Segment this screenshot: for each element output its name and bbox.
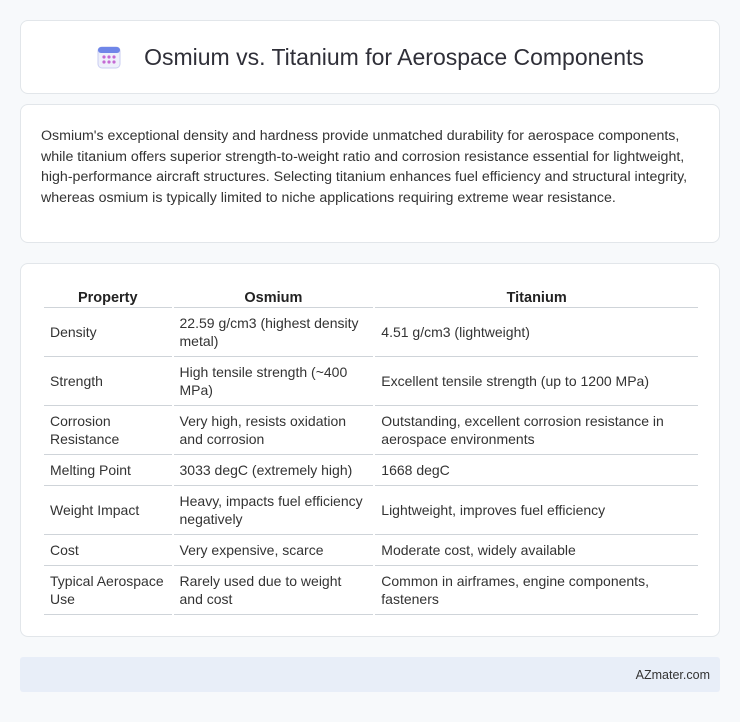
- cell-property: Corrosion Resistance: [44, 406, 172, 455]
- cell-titanium: Excellent tensile strength (up to 1200 MPa): [375, 357, 698, 406]
- cell-property: Cost: [44, 535, 172, 566]
- table-row: [44, 406, 698, 455]
- comparison-table: [42, 284, 700, 615]
- cell-osmium: Very high, resists oxidation and corrosion: [174, 406, 374, 455]
- intro-paragraph: Osmium's exceptional density and hardness provide unmatched durability for aerospace components, while titanium offers superior strength-to-weight ratio and corrosion resistance essential for lightweight, high-performance aircraft structures. Selecting titanium enhances fuel efficiency and structural integrity, whereas osmium is typically limited to niche applications requiring extreme wear resistance.: [41, 128, 688, 206]
- page-title: Osmium vs. Titanium for Aerospace Components: [144, 43, 644, 70]
- cell-osmium: Rarely used due to weight and cost: [174, 566, 374, 615]
- header-titanium: Titanium: [375, 284, 698, 308]
- cell-titanium: Outstanding, excellent corrosion resistance in aerospace environments: [375, 406, 698, 455]
- table-row: [44, 566, 698, 615]
- comparison-table-card: [20, 263, 720, 637]
- calendar-grid-icon: [96, 44, 122, 70]
- table-header-row: [44, 284, 698, 308]
- table-row: [44, 357, 698, 406]
- cell-osmium: High tensile strength (~400 MPa): [174, 357, 374, 406]
- cell-property: Strength: [44, 357, 172, 406]
- cell-property: Typical Aerospace Use: [44, 566, 172, 615]
- cell-property: Melting Point: [44, 455, 172, 486]
- table-row: [44, 486, 698, 535]
- header-property: Property: [44, 284, 172, 308]
- title-card: [20, 20, 720, 94]
- table-row: [44, 455, 698, 486]
- cell-property: Weight Impact: [44, 486, 172, 535]
- footer-bar: [20, 657, 720, 692]
- cell-titanium: Common in airframes, engine components, fasteners: [375, 566, 698, 615]
- cell-osmium: 22.59 g/cm3 (highest density metal): [174, 308, 374, 357]
- table-row: [44, 308, 698, 357]
- cell-titanium: Lightweight, improves fuel efficiency: [375, 486, 698, 535]
- cell-osmium: 3033 degC (extremely high): [174, 455, 374, 486]
- cell-titanium: 4.51 g/cm3 (lightweight): [375, 308, 698, 357]
- header-osmium: Osmium: [174, 284, 374, 308]
- cell-osmium: Very expensive, scarce: [174, 535, 374, 566]
- cell-titanium: 1668 degC: [375, 455, 698, 486]
- footer-brand[interactable]: AZmater.com: [635, 667, 710, 682]
- cell-titanium: Moderate cost, widely available: [375, 535, 698, 566]
- cell-property: Density: [44, 308, 172, 357]
- intro-card: [20, 104, 720, 243]
- cell-osmium: Heavy, impacts fuel efficiency negatively: [174, 486, 374, 535]
- table-row: [44, 535, 698, 566]
